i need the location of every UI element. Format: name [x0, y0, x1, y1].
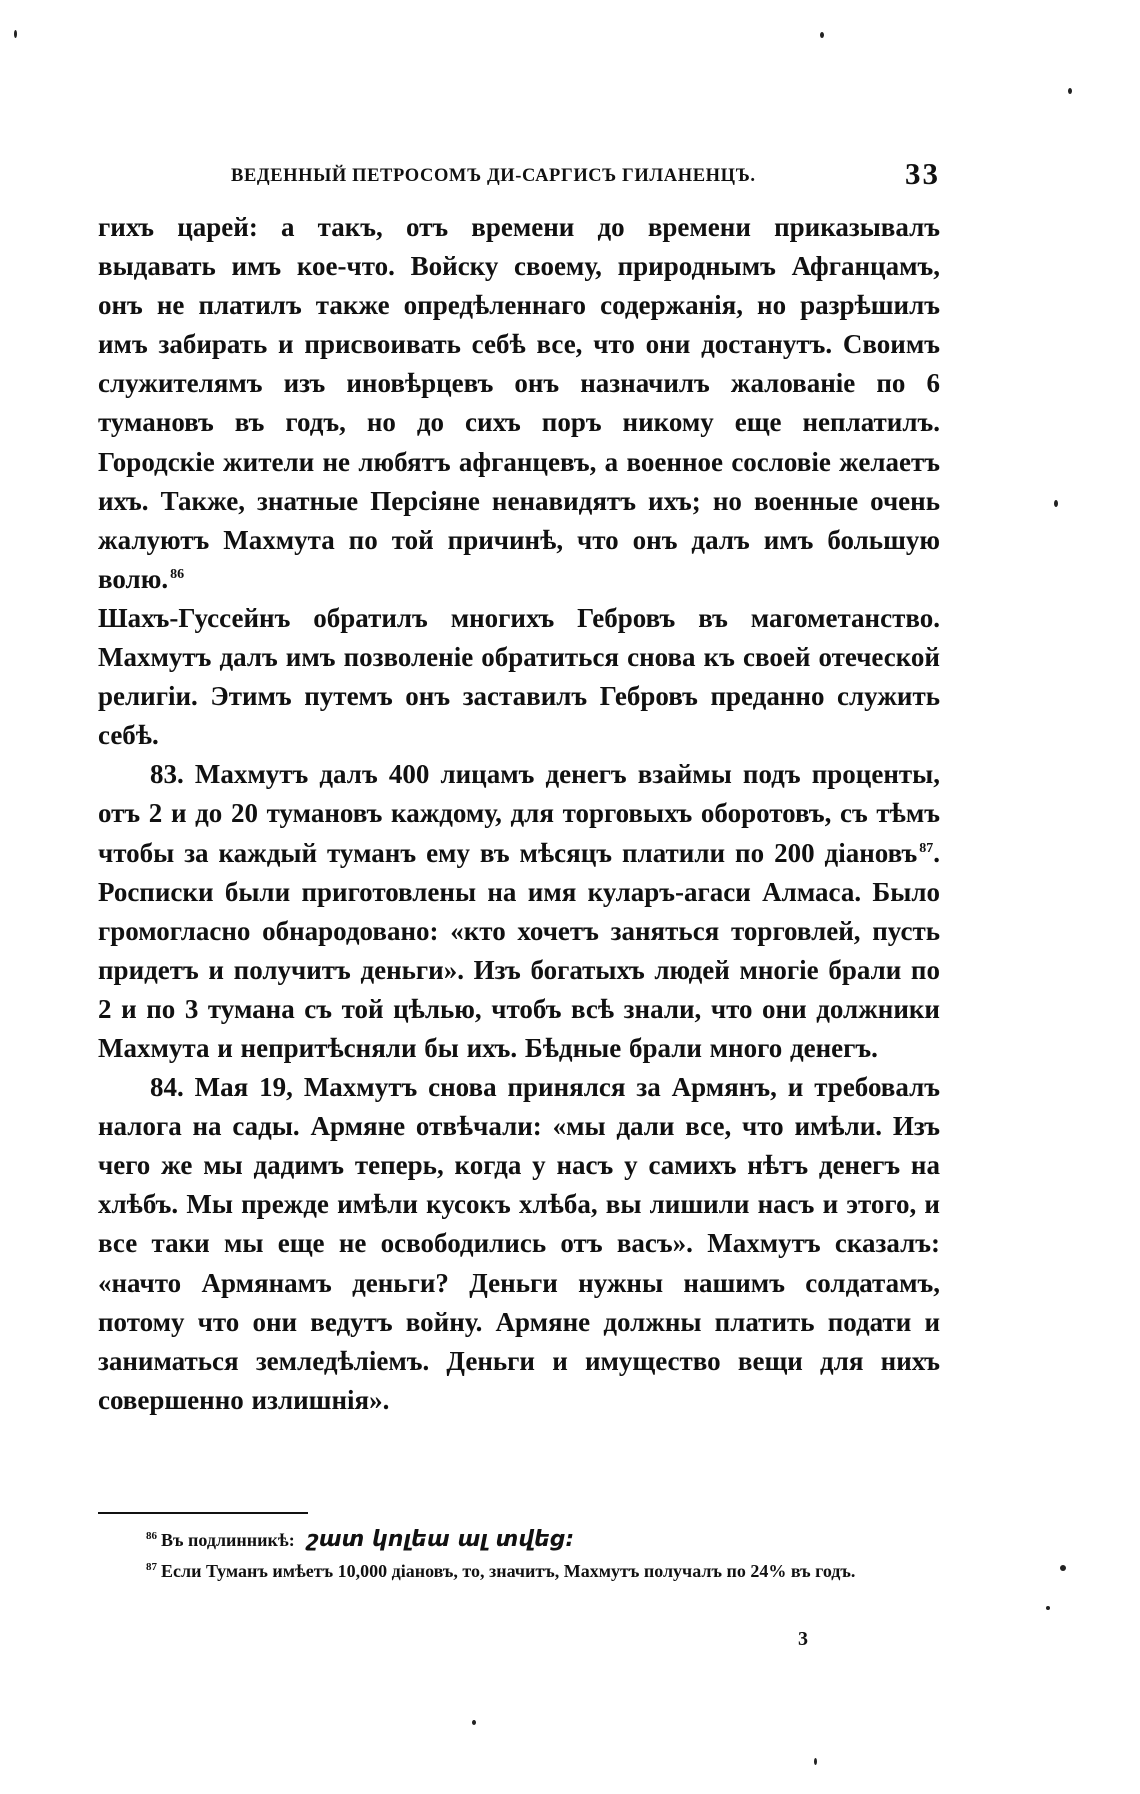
footnote-86-number: 86	[146, 1530, 157, 1542]
scan-speck	[820, 32, 824, 38]
paragraph-83	[98, 755, 940, 1068]
scan-speck	[1046, 1606, 1050, 1610]
running-head: ВЕДЕННЫЙ ПЕТРОСОМЪ ДИ-САРГИСЪ ГИЛАНЕНЦЪ.	[231, 166, 756, 186]
paragraph-84: 84. Мая 19, Махмутъ снова принялся за Армянъ, и требовалъ налога на сады. Армяне отвѣчали: «мы дали все, что имѣли. Изъ чего же мы дадимъ теперь, когда у насъ у самихъ нѣтъ денегъ на хлѣбъ. Мы прежде имѣли кусокъ хлѣба, вы лишили насъ и этого, и все таки мы еще не освободились отъ васъ». Махмутъ сказалъ: «начто Армянамъ деньги? Деньги нужны нашимъ солдатамъ, потому что они ведутъ войну. Армяне должны платить подати и заниматься земледѣліемъ. Деньги и имущество вещи для нихъ совершенно излишнія».	[98, 1072, 940, 1415]
footnote-87-number: 87	[146, 1561, 157, 1573]
scan-speck	[1054, 500, 1058, 507]
signature-mark: 3	[798, 1628, 808, 1650]
main-text	[98, 208, 940, 1420]
paragraph-83-text-b: . Росписки были приготовлены на имя куларъ-агаси Алмаса. Было громогласно обнародовано: «кто хочетъ заняться торговлей, пусть придетъ и получитъ деньги». Изъ богатыхъ людей многіе брали по 2 и по 3 тумана съ той цѣлью, чтобъ всѣ знали, что они должники Махмута и непритѣсняли бы ихъ. Бѣдные брали много денегъ.	[98, 837, 940, 1063]
footnote-87-text: Если Туманъ имѣетъ 10,000 діановъ, то, значитъ, Махмутъ получалъ по 24% въ годъ.	[161, 1561, 856, 1581]
footnote-divider	[98, 1512, 308, 1514]
page-number: 33	[905, 156, 940, 191]
scan-speck	[1060, 1565, 1066, 1571]
paragraph-gebrs: Шахъ-Гуссейнъ обратилъ многихъ Гебровъ въ магометанство. Махмутъ далъ имъ позволеніе обратиться снова къ своей отеческой религіи. Этимъ путемъ онъ заставилъ Гебровъ преданно служить себѣ.	[98, 602, 940, 751]
footnote-ref-86: 86	[170, 566, 185, 582]
paragraph-continuation	[98, 208, 940, 599]
scan-speck	[472, 1720, 476, 1725]
scan-speck	[14, 30, 17, 38]
scan-speck	[1068, 88, 1072, 94]
paragraph-83-text-a: 83. Махмутъ далъ 400 лицамъ денегъ взаймы подъ проценты, отъ 2 и до 20 тумановъ каждому, для торговыхъ оборотовъ, съ тѣмъ чтобы за каждый туманъ ему въ мѣсяцъ платили по 200 діановъ	[98, 759, 940, 868]
paragraph-1-text: гихъ царей: а такъ, отъ времени до времени приказывалъ выдавать имъ кое-что. Войску своему, природнымъ Афганцамъ, онъ не платилъ также опредѣленнаго содержанія, но разрѣшилъ имъ забирать и присвоивать себѣ все, что они достанутъ. Своимъ служителямъ изъ иновѣрцевъ онъ назначилъ жалованіе по 6 тумановъ въ годъ, но до сихъ поръ никому еще неплатилъ. Городскіе жители не любятъ афганцевъ, а военное сословіе желаетъ ихъ. Также, знатные Персіяне ненавидятъ ихъ; но военные очень жалуютъ Махмута по той причинѣ, что онъ далъ имъ большую волю.	[98, 212, 940, 594]
footnote-ref-87: 87	[919, 840, 934, 856]
scan-speck	[814, 1758, 817, 1765]
page-header	[98, 150, 940, 200]
footnote-87	[98, 1556, 940, 1587]
footnotes	[98, 1524, 940, 1587]
footnote-86	[98, 1524, 940, 1556]
footnote-86-text: Въ подлинникѣ:	[161, 1530, 295, 1550]
footnote-86-armenian-quote: շատ կոլեա ալ տվեց:	[306, 1527, 575, 1552]
